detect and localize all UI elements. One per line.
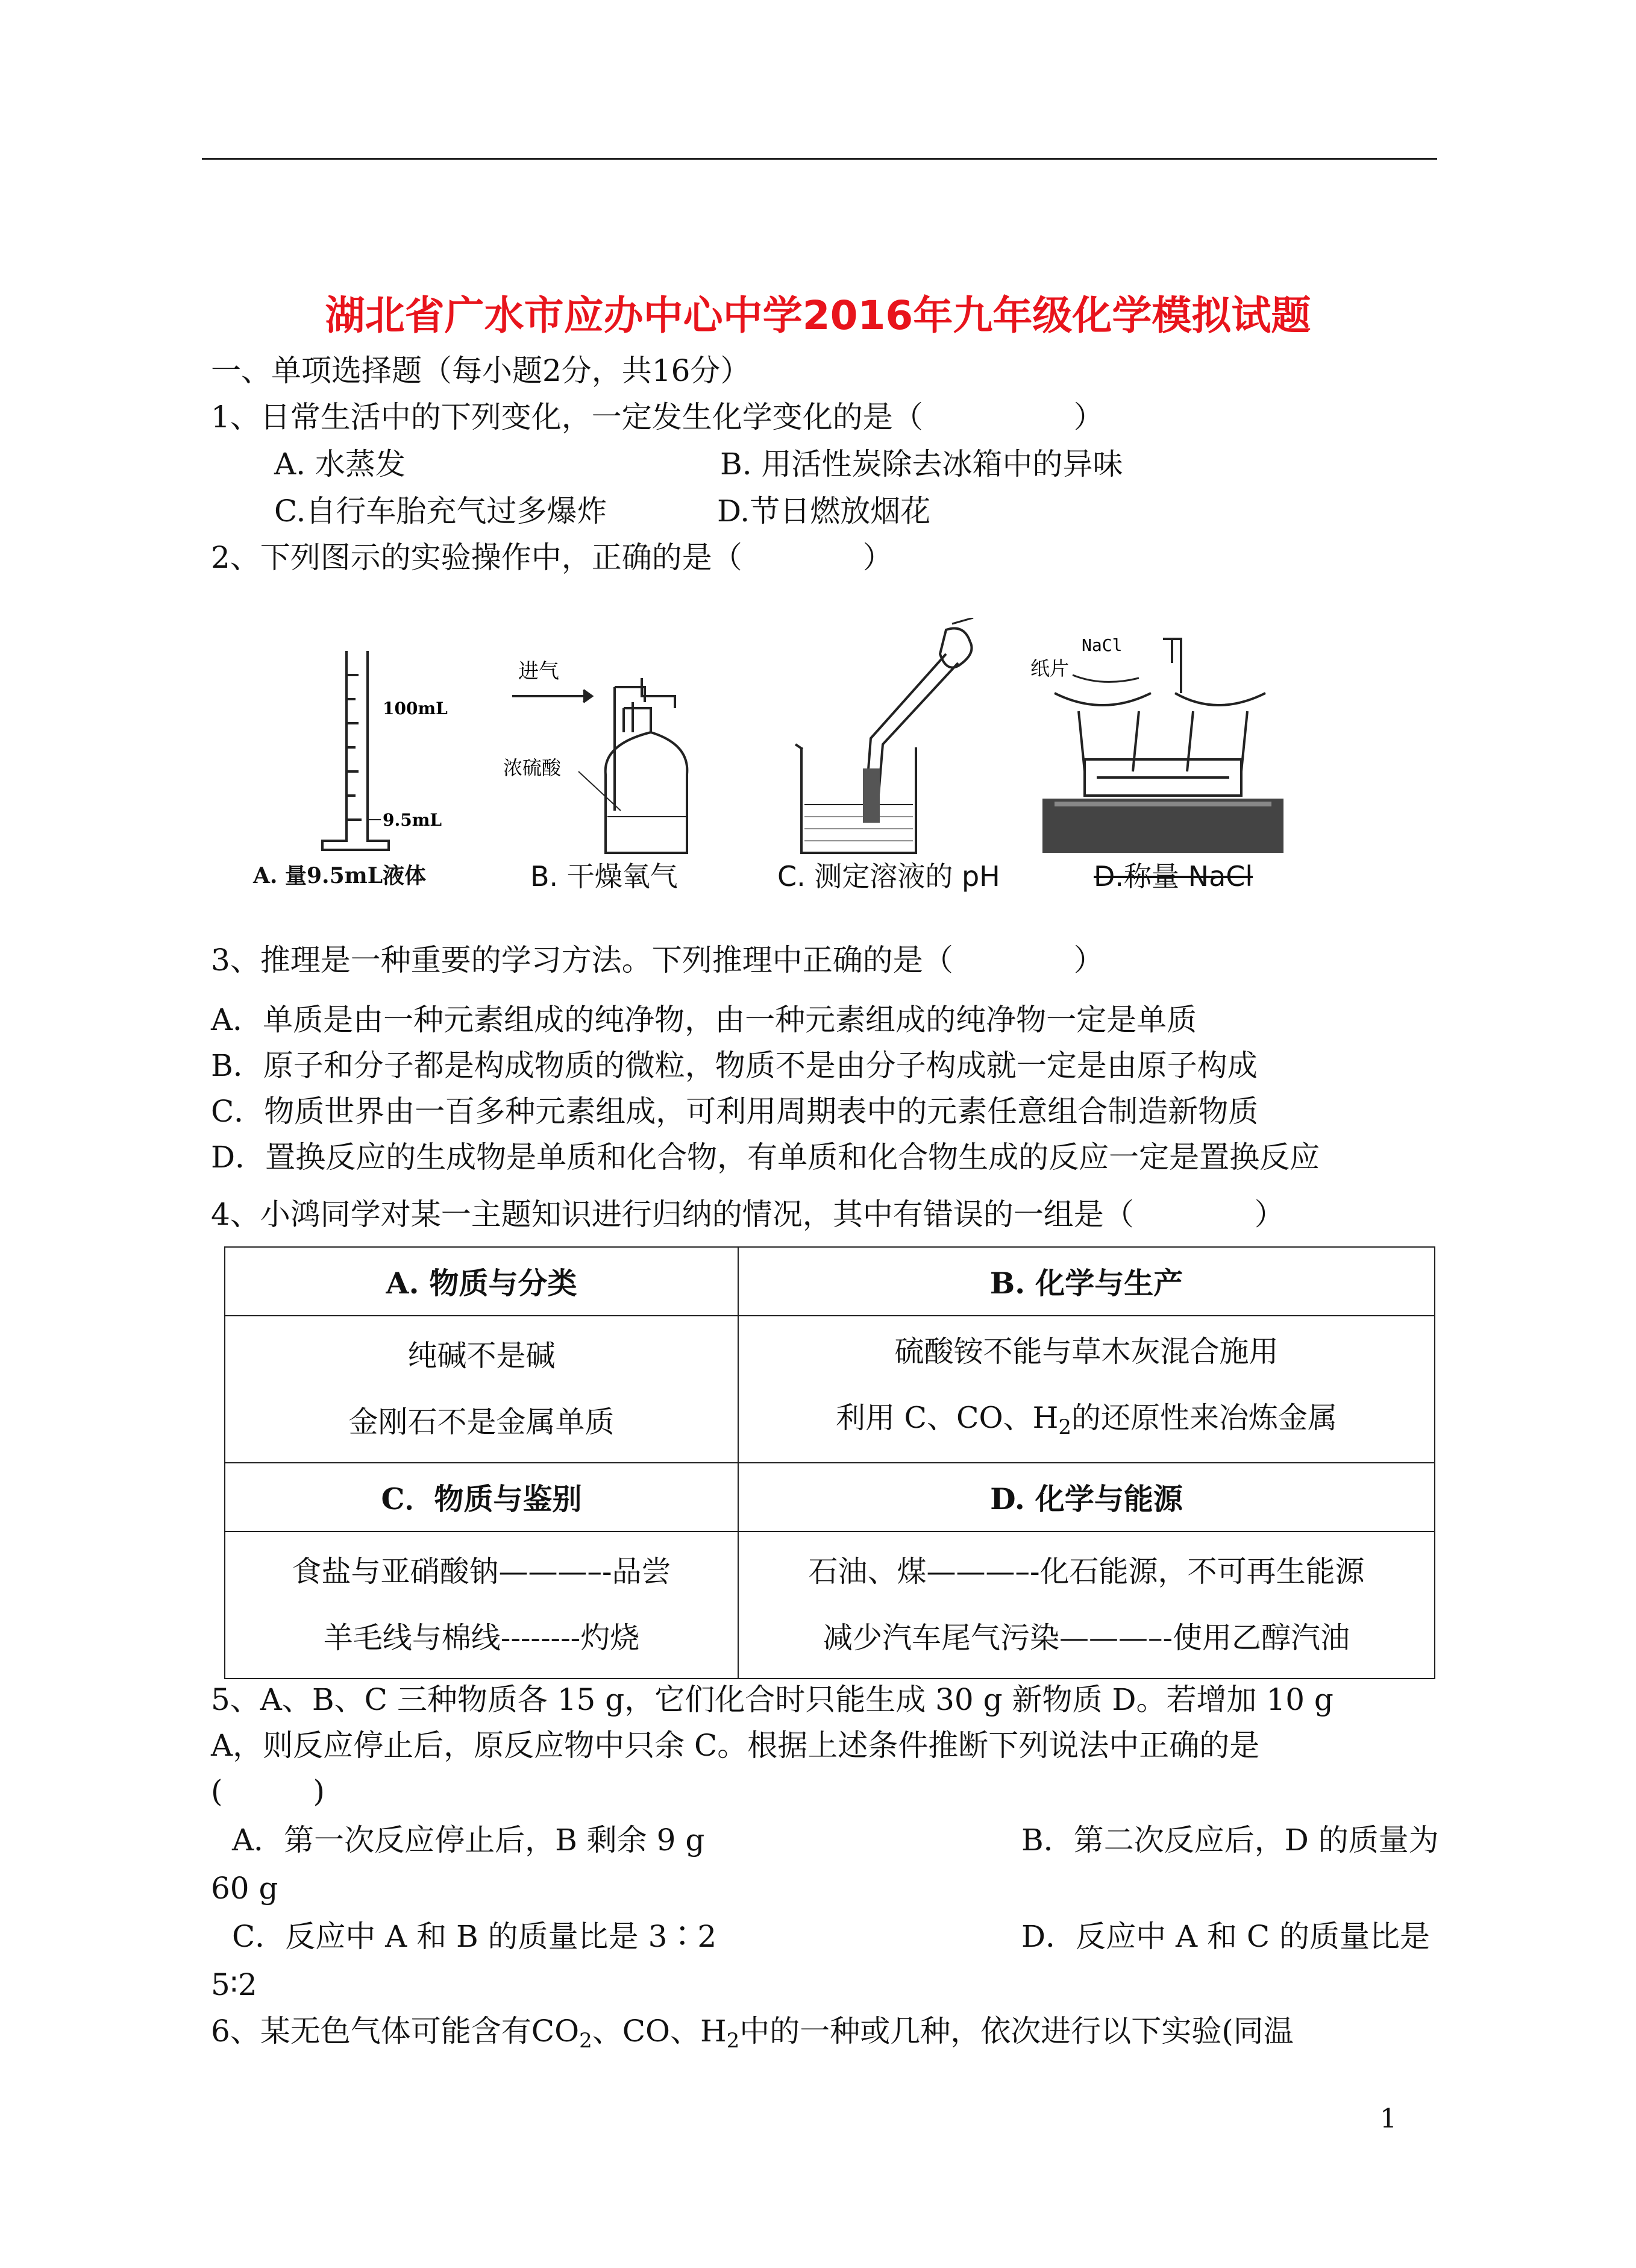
- figure-b-label: B. 干燥氧气: [530, 860, 678, 893]
- q1-option-c: C.自行车胎充气过多爆炸: [274, 494, 607, 529]
- table-head-a: A. 物质与分类: [225, 1247, 738, 1316]
- q3-option-c: C．物质世界由一百多种元素组成，可利用周期表中的元素任意组合制造新物质: [211, 1094, 1259, 1129]
- q5-line3: ( ): [211, 1774, 325, 1809]
- q5-option-d-cont: 5∶2: [211, 1967, 257, 2002]
- q6-stem: 6、某无色气体可能含有$CO_2$、CO、$H_2$中的一种或几种，依次进行以下实验(同温: [211, 2014, 1294, 2053]
- q4-stem: 4、小鸿同学对某一主题知识进行归纳的情况，其中有错误的一组是（ ）: [211, 1197, 1285, 1232]
- figure-d-label: D.称量 NaCl: [1094, 860, 1253, 893]
- figure-b-gas-bottle: [500, 654, 717, 871]
- knowledge-table: [224, 1246, 1435, 1679]
- q5-line1: 5、A、B、C 三种物质各 15 g，它们化合时只能生成 30 g 新物质 D。若增加 10 g: [211, 1682, 1334, 1717]
- figure-c-label: C. 测定溶液的 pH: [777, 860, 1000, 893]
- table-cell-d: 石油、煤———–-化石能源，不可再生能源 减少汽车尾气污染———–-使用乙醇汽油: [738, 1531, 1435, 1679]
- figure-c-beaker: [765, 618, 994, 871]
- table-head-b: B. 化学与生产: [738, 1247, 1435, 1316]
- table-head-d: D. 化学与能源: [738, 1463, 1435, 1531]
- table-cell-a: 纯碱不是碱 金刚石不是金属单质: [225, 1316, 738, 1463]
- q5-option-b-cont: 60 g: [211, 1871, 278, 1906]
- table-cell-c: 食盐与亚硝酸钠———–-品尝 羊毛线与棉线--------灼烧: [225, 1531, 738, 1679]
- q3-option-a: A．单质是由一种元素组成的纯净物，由一种元素组成的纯净物一定是单质: [211, 1002, 1197, 1037]
- figure-a-label: A. 量9.5mL液体: [253, 863, 427, 888]
- q2-stem: 2、下列图示的实验操作中，正确的是（ ）: [211, 540, 893, 575]
- table-head-c: C．物质与鉴别: [225, 1463, 738, 1531]
- q3-stem: 3、推理是一种重要的学习方法。下列推理中正确的是（ ）: [211, 943, 1104, 978]
- page-title: 湖北省广水市应办中心中学2016年九年级化学模拟试题: [325, 292, 1311, 339]
- cylinder-mark-top: 100mL: [383, 699, 448, 718]
- svg-text:浓硫酸: 浓硫酸: [503, 756, 562, 779]
- q3-option-b: B．原子和分子都是构成物质的微粒，物质不是由分子构成就一定是由原子构成: [211, 1048, 1258, 1083]
- page-number: 1: [1380, 2103, 1397, 2134]
- q5-option-d: D．反应中 A 和 C 的质量比是: [1021, 1919, 1431, 1954]
- cylinder-mark-bottom: 9.5mL: [383, 810, 442, 830]
- q5-line2: A，则反应停止后，原反应物中只余 C。根据上述条件推断下列说法中正确的是: [211, 1728, 1260, 1763]
- svg-text:纸片: 纸片: [1030, 657, 1070, 680]
- q5-option-b: B．第二次反应后，D 的质量为: [1021, 1823, 1439, 1858]
- header-rule: [202, 158, 1437, 160]
- section-heading: 一、单项选择题（每小题2分，共16分）: [211, 353, 751, 388]
- svg-text:NaCl: NaCl: [1082, 635, 1123, 655]
- q1-option-d: D.节日燃放烟花: [717, 494, 931, 529]
- q5-option-a: A．第一次反应停止后，B 剩余 9 g: [232, 1823, 705, 1858]
- q1-stem: 1、日常生活中的下列变化，一定发生化学变化的是（ ）: [211, 400, 1104, 435]
- table-cell-b: 硫酸铵不能与草木灰混合施用 利用 C、CO、$H_2$的还原性来冶炼金属: [738, 1316, 1435, 1463]
- q5-option-c: C．反应中 A 和 B 的质量比是 3∶2: [232, 1919, 717, 1954]
- figure-d-balance: [1018, 627, 1308, 892]
- q1-option-a: A. 水蒸发: [274, 447, 406, 482]
- svg-text:进气: 进气: [518, 659, 559, 683]
- q3-option-d: D．置换反应的生成物是单质和化合物，有单质和化合物生成的反应一定是置换反应: [211, 1140, 1320, 1175]
- q1-option-b: B. 用活性炭除去冰箱中的异味: [720, 447, 1123, 482]
